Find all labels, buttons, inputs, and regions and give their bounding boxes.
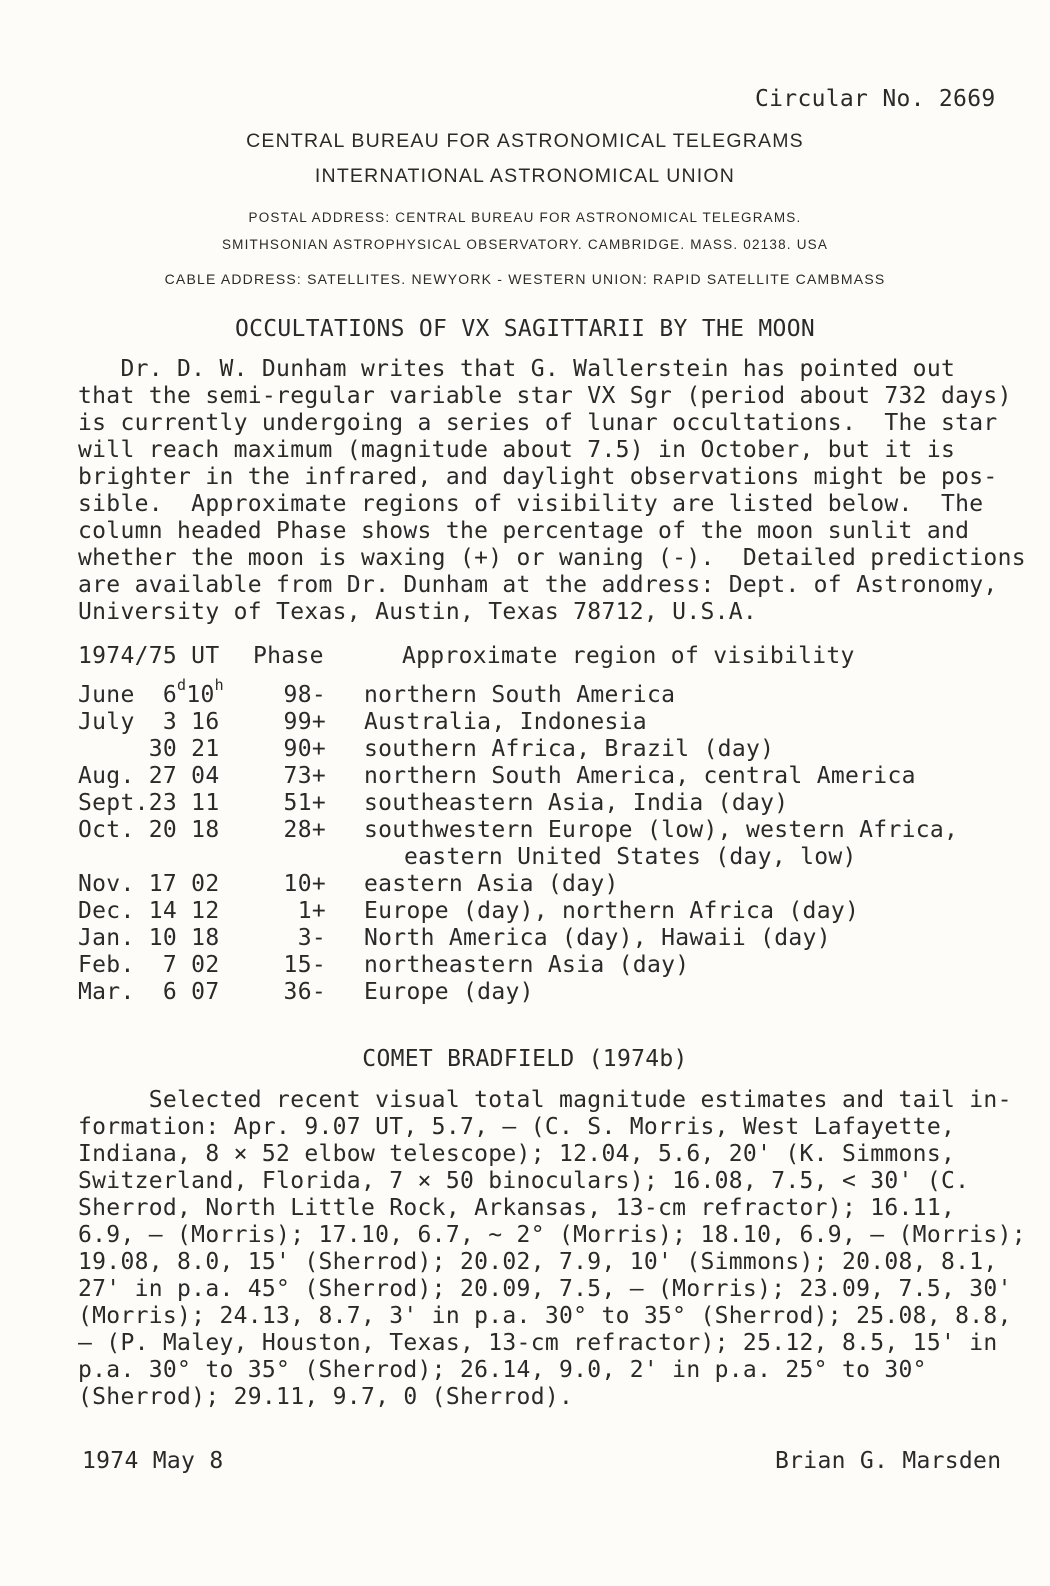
paragraph-line: Sherrod, North Little Rock, Arkansas, 13-cm refractor); 16.11, bbox=[78, 1195, 956, 1221]
ut-column-header: 1974/75 UT bbox=[78, 643, 220, 669]
table-header bbox=[0, 643, 1050, 670]
paragraph-line: 27' in p.a. 45° (Sherrod); 20.09, 7.5, — (Morris); 23.09, 7.5, 30' bbox=[78, 1276, 1012, 1302]
row-date-month-day: June 6 bbox=[78, 682, 178, 708]
row-region: Europe (day) bbox=[364, 979, 534, 1005]
paragraph-line: is currently undergoing a series of lunar occultations. The star bbox=[78, 410, 998, 436]
occultations-title: OCCULTATIONS OF VX SAGITTARII BY THE MOON bbox=[234, 316, 816, 342]
paragraph-line: formation: Apr. 9.07 UT, 5.7, — (C. S. Morris, West Lafayette, bbox=[78, 1114, 956, 1140]
paragraph-line: sible. Approximate regions of visibility are listed below. The bbox=[78, 491, 984, 517]
row-region-continuation: eastern United States (day, low) bbox=[404, 844, 857, 870]
paragraph-line: 19.08, 8.0, 15' (Sherrod); 20.02, 7.9, 10' (Simmons); 20.08, 8.1, bbox=[78, 1249, 998, 1275]
circular-number: Circular No. 2669 bbox=[755, 86, 996, 112]
row-phase: 15- bbox=[283, 952, 326, 978]
comet-title: COMET BRADFIELD (1974b) bbox=[362, 1046, 688, 1072]
table-row bbox=[0, 979, 1050, 1006]
row-phase: 3- bbox=[297, 925, 326, 951]
row-phase: 90+ bbox=[283, 736, 326, 762]
signature: Brian G. Marsden bbox=[775, 1448, 1002, 1474]
table-row bbox=[0, 952, 1050, 979]
table-row bbox=[0, 817, 1050, 844]
paragraph-line: Dr. D. W. Dunham writes that G. Wallerstein has pointed out bbox=[78, 356, 956, 382]
row-region: Australia, Indonesia bbox=[364, 709, 647, 735]
row-date: Dec. 14 12 bbox=[78, 898, 220, 924]
paragraph-line: will reach maximum (magnitude about 7.5) in October, but it is bbox=[78, 437, 956, 463]
row-phase: 98- bbox=[283, 682, 326, 708]
paragraph-line: (Sherrod); 29.11, 9.7, 0 (Sherrod). bbox=[78, 1384, 574, 1410]
table-row bbox=[0, 790, 1050, 817]
row-region: Europe (day), northern Africa (day) bbox=[364, 898, 860, 924]
row-region: eastern Asia (day) bbox=[364, 871, 619, 897]
row-date: Aug. 27 04 bbox=[78, 763, 220, 789]
paragraph-line: column headed Phase shows the percentage of the moon sunlit and bbox=[78, 518, 970, 544]
row-phase: 28+ bbox=[283, 817, 326, 843]
table-row bbox=[0, 925, 1050, 952]
paragraph-line: p.a. 30° to 35° (Sherrod); 26.14, 9.0, 2' in p.a. 25° to 30° bbox=[78, 1357, 927, 1383]
row-date-hour: 10 bbox=[186, 682, 215, 708]
row-date bbox=[78, 676, 225, 709]
postal-address-line-2: SMITHSONIAN ASTROPHYSICAL OBSERVATORY. CAMBRIDGE. MASS. 02138. USA bbox=[221, 237, 829, 252]
row-date: Feb. 7 02 bbox=[78, 952, 220, 978]
union-title: INTERNATIONAL ASTRONOMICAL UNION bbox=[314, 165, 736, 187]
row-region: southwestern Europe (low), western Africa, bbox=[364, 817, 959, 843]
paragraph-line: that the semi-regular variable star VX Sgr (period about 732 days) bbox=[78, 383, 1012, 409]
row-region: northern South America, central America bbox=[364, 763, 916, 789]
row-region: northern South America bbox=[364, 682, 676, 708]
row-phase: 1+ bbox=[297, 898, 326, 924]
row-phase: 10+ bbox=[283, 871, 326, 897]
paragraph-line: are available from Dr. Dunham at the address: Dept. of Astronomy, bbox=[78, 572, 998, 598]
table-row bbox=[0, 676, 1050, 709]
table-row bbox=[0, 898, 1050, 925]
row-phase: 99+ bbox=[283, 709, 326, 735]
table-row bbox=[0, 763, 1050, 790]
row-phase: 36- bbox=[283, 979, 326, 1005]
cable-address-line: CABLE ADDRESS: SATELLITES. NEWYORK - WESTERN UNION: RAPID SATELLITE CAMBMASS bbox=[164, 271, 886, 287]
row-date: 30 21 bbox=[78, 736, 220, 762]
day-superscript: d bbox=[177, 676, 187, 695]
phase-column-header: Phase bbox=[253, 643, 324, 669]
row-phase: 51+ bbox=[283, 790, 326, 816]
region-column-header: Approximate region of visibility bbox=[402, 643, 855, 669]
paragraph-line: University of Texas, Austin, Texas 78712, U.S.A. bbox=[78, 599, 758, 625]
paragraph-line: Switzerland, Florida, 7 × 50 binoculars); 16.08, 7.5, < 30' (C. bbox=[78, 1168, 970, 1194]
row-region: southern Africa, Brazil (day) bbox=[364, 736, 775, 762]
paragraph-line: Selected recent visual total magnitude estimates and tail in- bbox=[78, 1087, 1012, 1113]
row-date: Jan. 10 18 bbox=[78, 925, 220, 951]
paragraph-line: whether the moon is waxing (+) or waning (-). Detailed predictions bbox=[78, 545, 1026, 571]
row-phase: 73+ bbox=[283, 763, 326, 789]
row-date: Sept.23 11 bbox=[78, 790, 220, 816]
paragraph-line: Indiana, 8 × 52 elbow telescope); 12.04, 5.6, 20' (K. Simmons, bbox=[78, 1141, 956, 1167]
postal-address-line-1: POSTAL ADDRESS: CENTRAL BUREAU FOR ASTRONOMICAL TELEGRAMS. bbox=[248, 210, 802, 225]
paragraph-line: (Morris); 24.13, 8.7, 3' in p.a. 30° to 35° (Sherrod); 25.08, 8.8, bbox=[78, 1303, 1012, 1329]
row-date: July 3 16 bbox=[78, 709, 220, 735]
bureau-title: CENTRAL BUREAU FOR ASTRONOMICAL TELEGRAMS bbox=[246, 130, 804, 152]
paragraph-line: — (P. Maley, Houston, Texas, 13-cm refractor); 25.12, 8.5, 15' in bbox=[78, 1330, 998, 1356]
hour-superscript: h bbox=[214, 676, 225, 695]
row-date: Nov. 17 02 bbox=[78, 871, 220, 897]
table-row bbox=[0, 709, 1050, 736]
table-row-continuation bbox=[0, 844, 1050, 871]
row-region: southeastern Asia, India (day) bbox=[364, 790, 789, 816]
row-region: northeastern Asia (day) bbox=[364, 952, 690, 978]
table-row bbox=[0, 871, 1050, 898]
paragraph-line: 6.9, — (Morris); 17.10, 6.7, ∼ 2° (Morris); 18.10, 6.9, — (Morris); bbox=[78, 1222, 1026, 1248]
row-date: Oct. 20 18 bbox=[78, 817, 220, 843]
paragraph-line: brighter in the infrared, and daylight observations might be pos- bbox=[78, 464, 998, 490]
row-region: North America (day), Hawaii (day) bbox=[364, 925, 831, 951]
row-date: Mar. 6 07 bbox=[78, 979, 220, 1005]
footer-date: 1974 May 8 bbox=[82, 1448, 224, 1474]
table-row bbox=[0, 736, 1050, 763]
